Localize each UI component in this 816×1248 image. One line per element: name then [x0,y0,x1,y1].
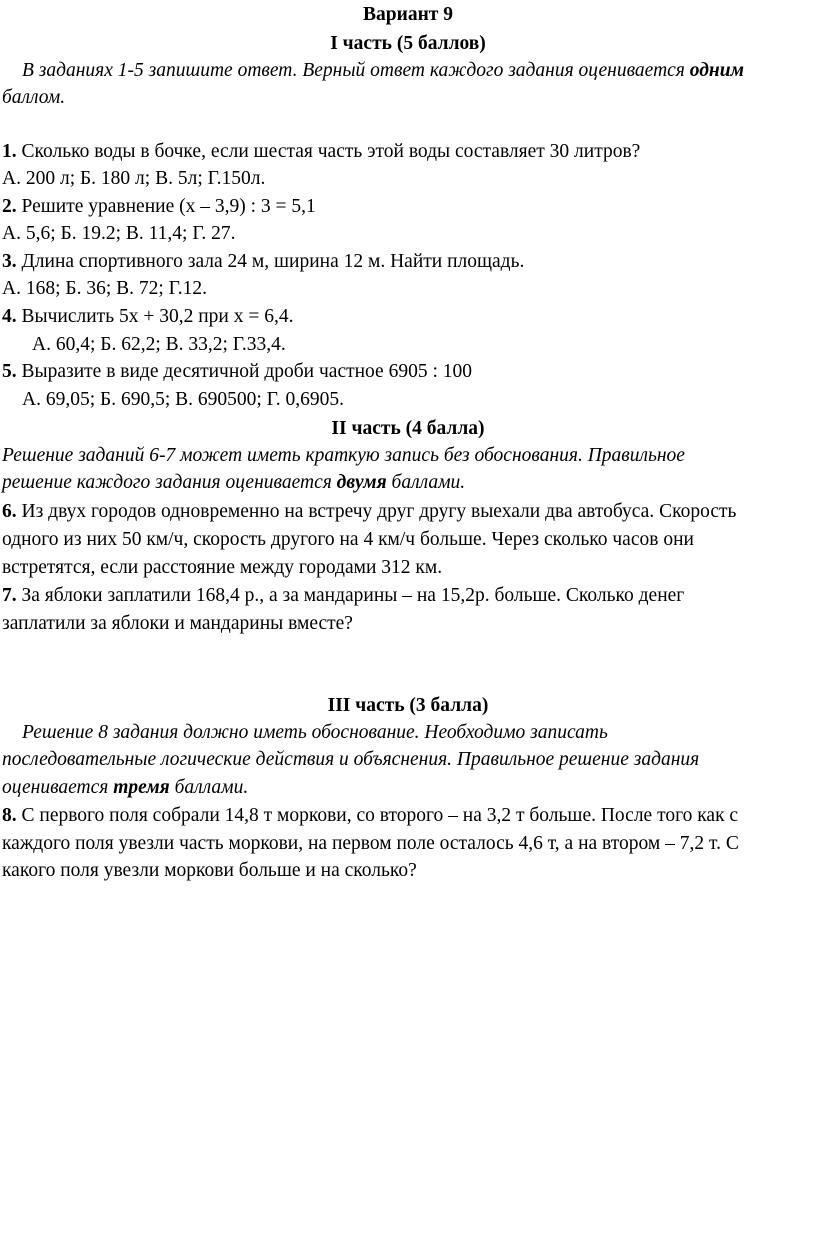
question-1-text: Сколько воды в бочке, если шестая часть этой воды составляет 30 литров? [16,141,641,162]
part3-heading: III часть (3 балла) [327,695,489,716]
question-8-number: 8. [2,805,17,826]
part2-heading: II часть (4 балла) [331,418,485,439]
part2-instruction-tail: баллами. [386,472,466,493]
question-2 [2,194,316,220]
part1-instruction-line2: баллом. [2,87,66,108]
question-6-line3: встретятся, если расстояние между городами 312 км. [2,557,443,578]
question-3 [2,249,524,275]
part1-heading: I часть (5 баллов) [330,33,486,54]
question-3-number: 3. [2,251,17,272]
question-4-options: А. 60,4; Б. 62,2; В. 33,2; Г.33,4. [32,334,286,355]
question-1-options: А. 200 л; Б. 180 л; В. 5л; Г.150л. [2,168,266,189]
part2-instruction-text: решение каждого задания оценивается [2,472,337,493]
question-7 [2,583,684,609]
question-1 [2,139,640,165]
question-5 [2,359,472,385]
question-7-text: За яблоки заплатили 168,4 р., а за мандарины – на 15,2р. больше. Сколько денег [16,585,685,606]
question-2-text: Решите уравнение (х – 3,9) : 3 = 5,1 [16,196,316,217]
part3-instruction-text: оценивается [2,777,114,798]
question-5-options: А. 69,05; Б. 690,5; В. 690500; Г. 0,6905. [22,389,344,410]
question-6 [2,499,736,525]
question-5-number: 5. [2,361,17,382]
part3-instruction-tail: баллами. [169,777,249,798]
question-3-text: Длина спортивного зала 24 м, ширина 12 м. Найти площадь. [16,251,525,272]
part2-instruction-emphasis: двумя [336,472,387,493]
part2-instruction-line2 [2,470,465,496]
question-8 [2,803,738,829]
part2-instruction-line1: Решение заданий 6-7 может иметь краткую запись без обоснования. Правильное [2,445,685,466]
part3-instruction-line1: Решение 8 задания должно иметь обоснование. Необходимо записать [22,722,608,743]
question-7-line2: заплатили за яблоки и мандарины вместе? [2,613,353,634]
part3-instruction-emphasis: тремя [113,777,170,798]
part3-instruction-line3 [2,775,248,801]
question-2-options: А. 5,6; Б. 19.2; В. 11,4; Г. 27. [2,223,236,244]
question-6-number: 6. [2,501,17,522]
question-8-line3: какого поля увезли моркови больше и на сколько? [2,860,417,881]
question-8-text: С первого поля собрали 14,8 т моркови, со второго – на 3,2 т больше. После того как с [16,805,739,826]
question-4-number: 4. [2,306,17,327]
question-6-line2: одного из них 50 км/ч, скорость другого на 4 км/ч больше. Через сколько часов они [2,529,694,550]
question-3-options: А. 168; Б. 36; В. 72; Г.12. [2,278,207,299]
question-4-text: Вычислить 5х + 30,2 при х = 6,4. [16,306,294,327]
question-5-text: Выразите в виде десятичной дроби частное 6905 : 100 [16,361,472,382]
question-2-number: 2. [2,196,17,217]
part3-instruction-line2: последовательные логические действия и объяснения. Правильное решение задания [2,749,700,770]
part1-instruction-emphasis: одним [689,60,744,81]
part1-instruction-line1 [22,58,744,84]
part1-instruction-text: В заданиях 1-5 запишите ответ. Верный ответ каждого задания оценивается [22,60,690,81]
variant-title: Вариант 9 [362,4,454,25]
question-7-number: 7. [2,585,17,606]
question-1-number: 1. [2,141,17,162]
question-4 [2,304,293,330]
question-6-text: Из двух городов одновременно на встречу друг другу выехали два автобуса. Скорость [16,501,737,522]
question-8-line2: каждого поля увезли часть моркови, на первом поле осталось 4,6 т, а на втором – 7,2 т. С [2,833,739,854]
